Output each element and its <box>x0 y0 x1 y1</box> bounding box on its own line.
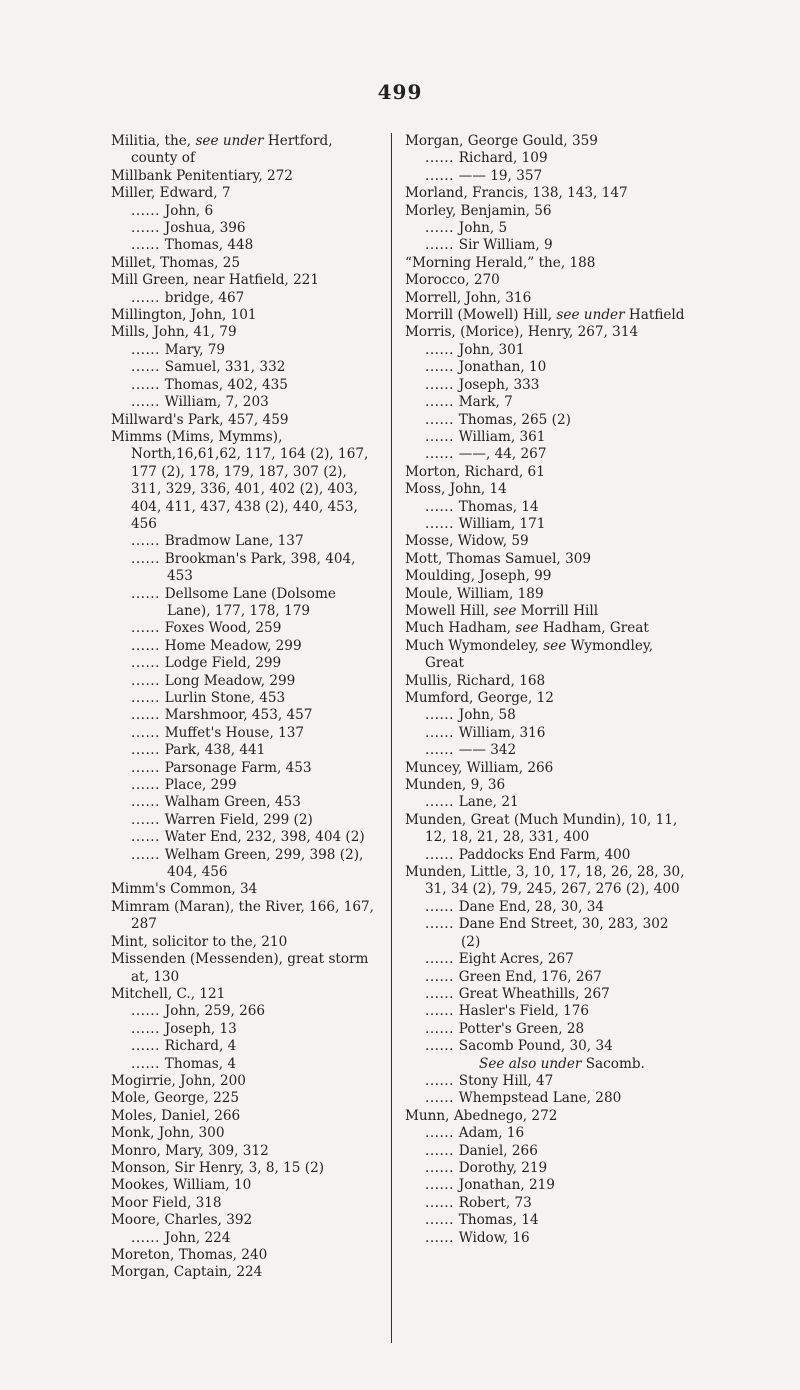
leader-dots: ...... <box>131 1038 165 1055</box>
index-entry: Morris, (Morice), Henry, 267, 314 <box>405 324 639 341</box>
index-subentry: ...... Green End, 176, 267 <box>425 968 602 985</box>
leader-dots: ...... <box>425 498 459 515</box>
index-subentry: ...... bridge, 467 <box>131 289 245 306</box>
index-subentry: ...... Samuel, 331, 332 <box>131 359 286 376</box>
index-entry: Morley, Benjamin, 56 <box>405 202 552 219</box>
index-subentry: ...... Richard, 4 <box>131 1038 237 1055</box>
index-entry: Millward's Park, 457, 459 <box>111 411 289 428</box>
leader-dots: ...... <box>131 237 165 254</box>
index-subentry: ...... Lurlin Stone, 453 <box>131 690 286 706</box>
index-subentry: ...... Parsonage Farm, 453 <box>131 759 312 776</box>
leader-dots: ...... <box>425 916 459 933</box>
index-subentry: ...... John, 58 <box>425 707 516 724</box>
index-entry: Millington, John, 101 <box>111 307 257 324</box>
leader-dots: ...... <box>425 1194 459 1211</box>
leader-dots: ...... <box>425 794 459 811</box>
index-subentry: ...... Walham Green, 453 <box>131 794 301 811</box>
index-column-left <box>111 133 381 1282</box>
index-subentry: ...... Eight Acres, 267 <box>425 951 574 968</box>
index-subentry: ...... Richard, 109 <box>425 150 548 167</box>
index-subentry: ...... Place, 299 <box>131 777 237 794</box>
index-entry: Mill Green, near Hatfield, 221 <box>111 272 320 289</box>
index-subentry: ...... Bradmow Lane, 137 <box>131 533 304 550</box>
leader-dots: ...... <box>425 237 459 254</box>
leader-dots: ...... <box>131 202 165 219</box>
index-entry: Missenden (Messenden), great storm at, 130 <box>111 951 369 985</box>
index-entry: Millet, Thomas, 25 <box>111 254 241 271</box>
index-entry: Morton, Richard, 61 <box>405 463 545 480</box>
index-subentry: ...... Thomas, 4 <box>131 1055 237 1072</box>
index-entry: Mills, John, 41, 79 <box>111 324 237 341</box>
index-subentry: ...... Widow, 16 <box>425 1229 530 1246</box>
cross-reference-italic: see <box>493 602 517 619</box>
leader-dots: ...... <box>131 690 165 706</box>
leader-dots: ...... <box>131 655 165 672</box>
leader-dots: ...... <box>425 359 459 376</box>
index-entry: Moulding, Joseph, 99 <box>405 568 552 585</box>
index-entry: Morgan, George Gould, 359 <box>405 133 598 149</box>
index-subentry: ...... John, 259, 266 <box>131 1003 266 1020</box>
leader-dots: ...... <box>425 1090 459 1107</box>
leader-dots: ...... <box>425 1003 459 1020</box>
index-subentry: ...... Potter's Green, 28 <box>425 1020 585 1037</box>
leader-dots: ...... <box>131 759 165 776</box>
index-subentry: ...... Thomas, 14 <box>425 498 539 515</box>
index-entry: Monk, John, 300 <box>111 1125 225 1142</box>
index-entry: Muncey, William, 266 <box>405 759 554 776</box>
leader-dots: ...... <box>131 846 165 863</box>
index-entry: Morrell, John, 316 <box>405 289 532 306</box>
index-entry: Mimm's Common, 34 <box>111 881 258 898</box>
leader-dots: ...... <box>425 898 459 915</box>
index-entry: Morocco, 270 <box>405 272 500 289</box>
index-entry: Mimram (Maran), the River, 166, 167, 287 <box>111 898 374 933</box>
index-subentry: ...... Thomas, 14 <box>425 1212 539 1229</box>
index-entry: Morgan, Captain, 224 <box>111 1264 263 1281</box>
index-subentry: ...... Dane End, 28, 30, 34 <box>425 898 605 915</box>
leader-dots: ...... <box>425 742 459 759</box>
index-entry: Monson, Sir Henry, 3, 8, 15 (2) <box>111 1159 325 1176</box>
index-entry: Mogirrie, John, 200 <box>111 1072 246 1089</box>
leader-dots: ...... <box>425 951 459 968</box>
leader-dots: ...... <box>131 724 165 741</box>
leader-dots: ...... <box>425 1038 459 1055</box>
leader-dots: ...... <box>131 620 165 637</box>
index-entry: Mint, solicitor to the, 210 <box>111 933 288 950</box>
leader-dots: ...... <box>425 968 459 985</box>
index-entry: Moss, John, 14 <box>405 481 507 498</box>
index-entry: Morrill (Mowell) Hill, see under Hatfield <box>405 307 685 324</box>
index-subentry: ...... Joseph, 13 <box>131 1020 237 1037</box>
index-subentry: ...... John, 224 <box>131 1229 231 1246</box>
leader-dots: ...... <box>425 376 459 393</box>
leader-dots: ...... <box>425 846 459 863</box>
index-subentry: ...... Water End, 232, 398, 404 (2) <box>131 829 365 846</box>
index-entry: Mott, Thomas Samuel, 309 <box>405 550 592 567</box>
leader-dots: ...... <box>131 672 165 689</box>
leader-dots: ...... <box>425 1072 459 1089</box>
leader-dots: ...... <box>131 794 165 811</box>
index-subentry: ...... —— 342 <box>425 742 517 759</box>
leader-dots: ...... <box>425 985 459 1002</box>
index-subentry: ...... Daniel, 266 <box>425 1142 538 1159</box>
index-entry: Moles, Daniel, 266 <box>111 1107 241 1124</box>
leader-dots: ...... <box>425 411 459 428</box>
index-subentry: ...... Joshua, 396 <box>131 220 246 237</box>
leader-dots: ...... <box>131 1020 165 1037</box>
index-subentry: ...... Foxes Wood, 259 <box>131 620 282 637</box>
leader-dots: ...... <box>131 585 165 602</box>
leader-dots: ...... <box>131 341 165 358</box>
index-subentry: ...... Thomas, 265 (2) <box>425 411 571 428</box>
leader-dots: ...... <box>425 220 459 237</box>
index-entry: Munden, 9, 36 <box>405 777 506 794</box>
index-entry: Much Hadham, see Hadham, Great <box>405 620 649 637</box>
index-subentry: ...... Jonathan, 10 <box>425 359 547 376</box>
index-subentry: ...... Whempstead Lane, 280 <box>425 1090 622 1107</box>
index-subentry: ...... Sir William, 9 <box>425 237 553 254</box>
leader-dots: ...... <box>425 394 459 411</box>
index-entry: Mookes, William, 10 <box>111 1177 252 1194</box>
index-entry: Miller, Edward, 7 <box>111 185 231 202</box>
leader-dots: ...... <box>425 1125 459 1142</box>
cross-reference-italic: see <box>543 637 567 654</box>
index-subentry: ...... Marshmoor, 453, 457 <box>131 707 313 724</box>
index-column-right <box>405 133 690 1247</box>
leader-dots: ...... <box>425 515 459 532</box>
index-subentry: ...... Joseph, 333 <box>425 376 540 393</box>
leader-dots: ...... <box>425 724 459 741</box>
leader-dots: ...... <box>131 359 165 376</box>
index-subentry: ...... Dellsome Lane (Dolsome Lane), 177, 178, 179 <box>131 585 336 619</box>
leader-dots: ...... <box>131 811 165 828</box>
index-subentry: ...... William, 316 <box>425 724 546 741</box>
index-subentry: ...... John, 301 <box>425 341 525 358</box>
index-subentry: ...... Dane End Street, 30, 283, 302 (2) <box>425 916 669 950</box>
cross-reference-italic: See also under <box>479 1055 582 1072</box>
index-subentry: ...... Sacomb Pound, 30, 34 <box>425 1038 613 1055</box>
leader-dots: ...... <box>131 220 165 237</box>
index-subentry: ...... Thomas, 448 <box>131 237 254 254</box>
index-entry: Mimms (Mims, Mymms), North,16,61,62, 117, 164 (2), 167, 177 (2), 178, 179, 187, 307 (2), 311, 329, 336, 401, 402 (2), 403, 404, 411, 437, 438 (2), 440, 453, 456 <box>111 428 369 532</box>
index-subentry: ...... Thomas, 402, 435 <box>131 376 288 393</box>
leader-dots: ...... <box>425 150 459 167</box>
leader-dots: ...... <box>131 777 165 794</box>
index-subentry: ...... Hasler's Field, 176 <box>425 1003 590 1020</box>
index-subentry: ...... Home Meadow, 299 <box>131 637 302 654</box>
leader-dots: ...... <box>425 1229 459 1246</box>
index-subentry: ...... —— 19, 357 <box>425 167 543 184</box>
index-subentry: ...... William, 171 <box>425 515 546 532</box>
leader-dots: ...... <box>425 428 459 445</box>
index-subentry: ...... Stony Hill, 47 <box>425 1072 554 1089</box>
index-entry: “Morning Herald,” the, 188 <box>405 254 596 271</box>
index-entry: Munden, Great (Much Mundin), 10, 11, 12, 18, 21, 28, 331, 400 <box>405 811 678 846</box>
leader-dots: ...... <box>131 289 165 306</box>
index-subentry: ...... Muffet's House, 137 <box>131 724 305 741</box>
leader-dots: ...... <box>131 376 165 393</box>
index-entry: Munden, Little, 3, 10, 17, 18, 26, 28, 30, 31, 34 (2), 79, 245, 267, 276 (2), 400 <box>405 864 685 898</box>
index-subentry: ...... John, 6 <box>131 202 214 219</box>
index-subentry: ...... Brookman's Park, 398, 404, 453 <box>131 550 356 585</box>
leader-dots: ...... <box>131 707 165 724</box>
index-entry: Moreton, Thomas, 240 <box>111 1247 268 1263</box>
cross-reference-italic: see under <box>556 307 625 324</box>
index-subentry: ...... William, 7, 203 <box>131 394 269 411</box>
leader-dots: ...... <box>425 1212 459 1229</box>
index-subentry: ...... Paddocks End Farm, 400 <box>425 846 631 863</box>
index-subentry: ...... Dorothy, 219 <box>425 1159 548 1176</box>
index-entry: Much Wymondeley, see Wymondley, Great <box>405 637 654 672</box>
index-entry: Mumford, George, 12 <box>405 690 554 706</box>
index-entry: Moule, William, 189 <box>405 585 544 602</box>
leader-dots: ...... <box>425 167 459 184</box>
cross-reference-italic: see under <box>195 133 264 149</box>
index-subentry: ...... John, 5 <box>425 220 508 237</box>
index-entry: Mosse, Widow, 59 <box>405 533 529 550</box>
leader-dots: ...... <box>425 1177 459 1194</box>
index-subentry: ...... Long Meadow, 299 <box>131 672 296 689</box>
index-subentry: ...... Warren Field, 299 (2) <box>131 811 313 828</box>
leader-dots: ...... <box>131 533 165 550</box>
leader-dots: ...... <box>425 1020 459 1037</box>
index-entry: Mowell Hill, see Morrill Hill <box>405 602 599 619</box>
leader-dots: ...... <box>131 742 165 759</box>
index-subentry: ...... Robert, 73 <box>425 1194 532 1211</box>
index-cross-reference: See also under Sacomb. <box>479 1055 645 1072</box>
leader-dots: ...... <box>425 341 459 358</box>
index-entry: Moore, Charles, 392 <box>111 1212 253 1229</box>
index-entry: Militia, the, see under Hertford, county of <box>111 133 333 167</box>
index-entry: Mitchell, C., 121 <box>111 985 226 1002</box>
leader-dots: ...... <box>425 446 459 463</box>
index-subentry: ...... Welham Green, 299, 398 (2), 404, 456 <box>131 846 364 881</box>
index-subentry: ...... Mark, 7 <box>425 394 513 411</box>
index-subentry: ...... Great Wheathills, 267 <box>425 985 610 1002</box>
leader-dots: ...... <box>131 1055 165 1072</box>
index-subentry: ...... Jonathan, 219 <box>425 1177 555 1194</box>
index-entry: Mole, George, 225 <box>111 1090 240 1107</box>
index-entry: Monro, Mary, 309, 312 <box>111 1142 269 1159</box>
index-entry: Morland, Francis, 138, 143, 147 <box>405 185 628 202</box>
index-entry: Mullis, Richard, 168 <box>405 672 546 689</box>
index-subentry: ...... Park, 438, 441 <box>131 742 266 759</box>
index-entry: Munn, Abednego, 272 <box>405 1107 558 1124</box>
cross-reference-italic: see <box>515 620 539 637</box>
index-subentry: ...... William, 361 <box>425 428 546 445</box>
page-number: 499 <box>377 80 423 104</box>
leader-dots: ...... <box>131 394 165 411</box>
index-entry: Moor Field, 318 <box>111 1194 222 1211</box>
leader-dots: ...... <box>131 1229 165 1246</box>
index-subentry: ...... Lodge Field, 299 <box>131 655 282 672</box>
index-subentry: ...... Adam, 16 <box>425 1125 525 1142</box>
leader-dots: ...... <box>131 637 165 654</box>
index-subentry: ...... Mary, 79 <box>131 341 226 358</box>
leader-dots: ...... <box>131 829 165 846</box>
leader-dots: ...... <box>425 707 459 724</box>
leader-dots: ...... <box>131 550 165 567</box>
index-subentry: ...... Lane, 21 <box>425 794 519 811</box>
leader-dots: ...... <box>425 1159 459 1176</box>
index-subentry: ...... ——, 44, 267 <box>425 446 547 463</box>
leader-dots: ...... <box>131 1003 165 1020</box>
leader-dots: ...... <box>425 1142 459 1159</box>
index-entry: Millbank Penitentiary, 272 <box>111 167 293 184</box>
column-divider <box>391 133 392 1343</box>
